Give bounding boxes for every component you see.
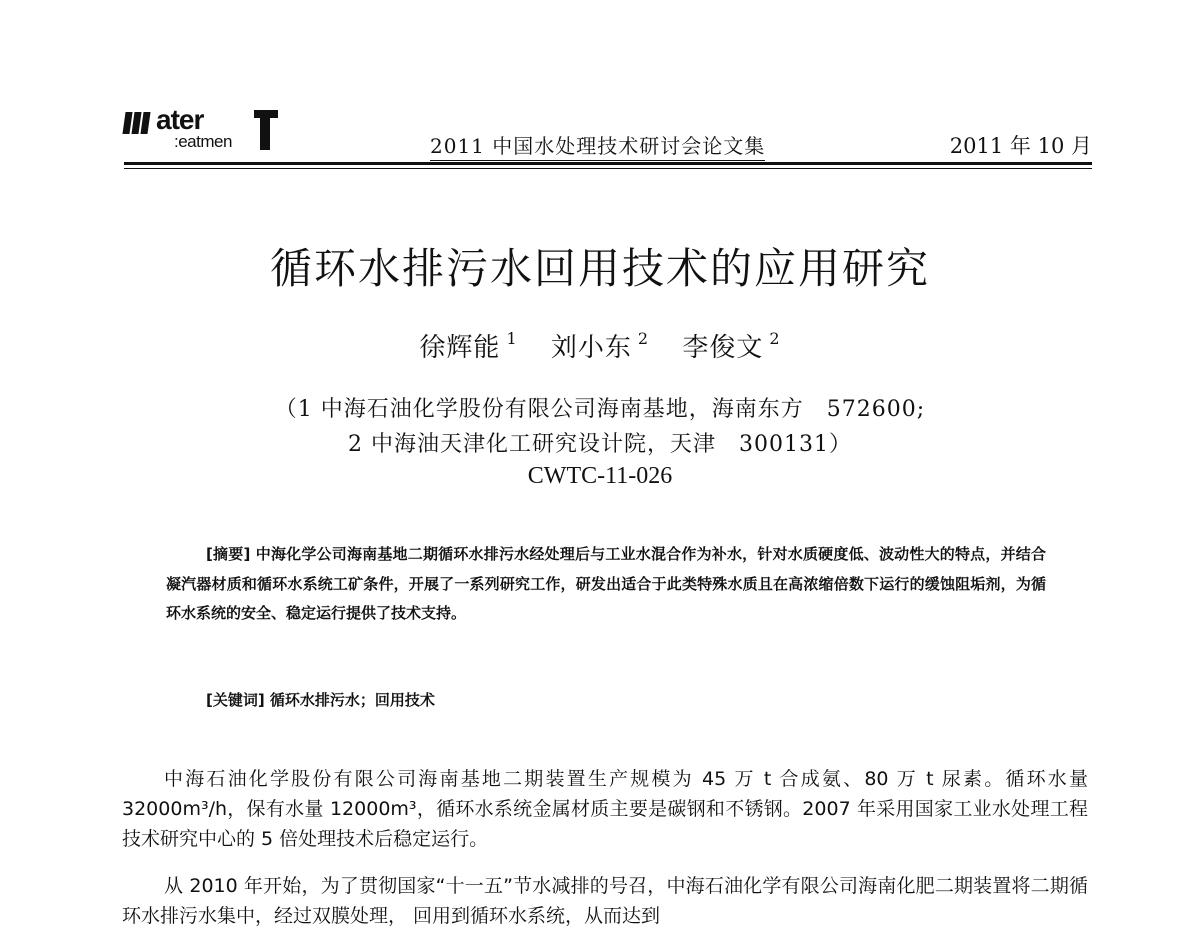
publication-date: 2011 年 10 月 — [949, 134, 1092, 158]
affiliation-1: （1 中海石油化学股份有限公司海南基地，海南东方 572600; — [274, 397, 926, 422]
author-affiliation-mark: 1 — [506, 329, 518, 348]
author-1 — [419, 329, 518, 363]
author-name: 徐辉能 — [419, 333, 501, 363]
abstract: [摘要] 中海化学公司海南基地二期循环水排污水经处理后与工业水混合作为补水，针对水质硬度低、波动性大的特点，并结合凝汽器材质和循环水系统工矿条件，开展了一系列研究工作，研发出适合于此类特殊水质且在高浓缩倍数下运行的缓蚀阻垢剂，为循环水系统的安全、稳定运行提供了技术支持。 — [166, 545, 1046, 622]
paper-title: 循环水排污水回用技术的应用研究 — [269, 244, 930, 293]
header-rule-thick — [124, 162, 1092, 165]
author-name: 李俊文 — [682, 333, 764, 363]
logo-word-treatment: :eatmen — [174, 132, 232, 151]
author-3 — [682, 329, 781, 363]
author-affiliation-mark: 2 — [637, 329, 650, 348]
body-paragraph-1: 中海石油化学股份有限公司海南基地二期装置生产规模为 45 万 t 合成氨、80 万 t 尿素。循环水量 32000m³/h，保有水量 12000m³，循环水系统金属材质主要是碳钢和不锈钢。2007 年采用国家工业水处理工程技术研究中心的 5 倍处理技术后稳定运行。 — [122, 768, 1088, 850]
keywords: [关键词] 循环水排污水；回用技术 — [206, 691, 435, 709]
logo-t-icon — [254, 110, 270, 150]
conference-name: 2011 中国水处理技术研讨会论文集 — [430, 130, 765, 161]
author-2 — [550, 329, 650, 363]
body-paragraph-2: 从 2010 年开始，为了贯彻国家“十一五”节水减排的号召，中海石油化学有限公司海南化肥二期装置将二期循环水排污水集中，经过双膜处理， 回用到循环水系统，从而达到 — [122, 875, 1088, 927]
header-rule-thin — [124, 168, 1092, 169]
logo-word-water: ater — [156, 104, 204, 135]
author-affiliation-mark: 2 — [769, 329, 781, 348]
water-treatment-logo — [124, 104, 284, 154]
affiliation-2: 2 中海油天津化工研究设计院，天津 300131） — [348, 432, 852, 457]
author-name: 刘小东 — [550, 333, 632, 363]
logo-bars — [124, 112, 151, 138]
author-list — [0, 327, 1200, 364]
paper-code: CWTC-11-026 — [527, 463, 673, 489]
